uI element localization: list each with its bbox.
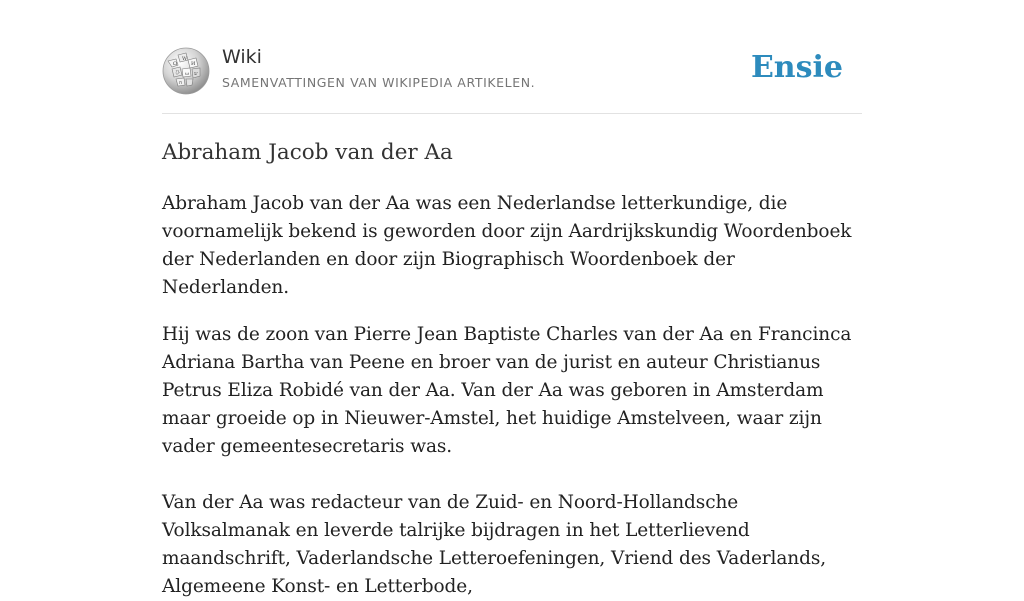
svg-text:И: И (191, 61, 196, 67)
svg-text:Ω: Ω (173, 61, 178, 67)
svg-text:ω: ω (185, 71, 190, 77)
svg-text:ש: ש (194, 71, 198, 77)
article-paragraph: Abraham Jacob van der Aa was een Nederlandse letterkundige, die voornamelijk bekend is geworden door zijn Aardrijkskundig Woordenboek der Nederlanden en door zijn Biographisch Woordenboek der Nederlanden. (162, 193, 852, 298)
article-paragraph: Hij was de zoon van Pierre Jean Baptiste Charles van der Aa en Francinca Adriana Bartha van Peene en broer van de jurist en auteur Christianus Petrus Eliza Robidé van der Aa. Van der Aa was geboren in Amsterdam maar groeide op in Nieuwer-Amstel, het huidige Amstelveen, waar zijn vader gemeentesecretaris was. (162, 324, 852, 457)
ensie-logo[interactable]: Ensie (750, 50, 843, 85)
site-title[interactable]: Wiki (222, 46, 262, 68)
site-subtitle: SAMENVATTINGEN VAN WIKIPEDIA ARTIKELEN. (222, 75, 536, 90)
wikipedia-globe-icon[interactable] (162, 47, 210, 95)
site-header (162, 44, 862, 100)
header-divider (162, 113, 862, 114)
svg-text:ก: ก (179, 80, 183, 86)
svg-text:ひ: ひ (175, 70, 181, 76)
article (162, 138, 862, 601)
article-title: Abraham Jacob van der Aa (162, 140, 453, 165)
svg-text:W: W (182, 56, 188, 62)
article-paragraph: Van der Aa was redacteur van de Zuid- en Noord-Hollandsche Volksalmanak en leverde talrijke bijdragen in het Letterlievend maandschrift, Vaderlandsche Letteroefeningen, Vriend des Vaderlands, Algemeene Konst- en Letterbode, (162, 492, 827, 597)
